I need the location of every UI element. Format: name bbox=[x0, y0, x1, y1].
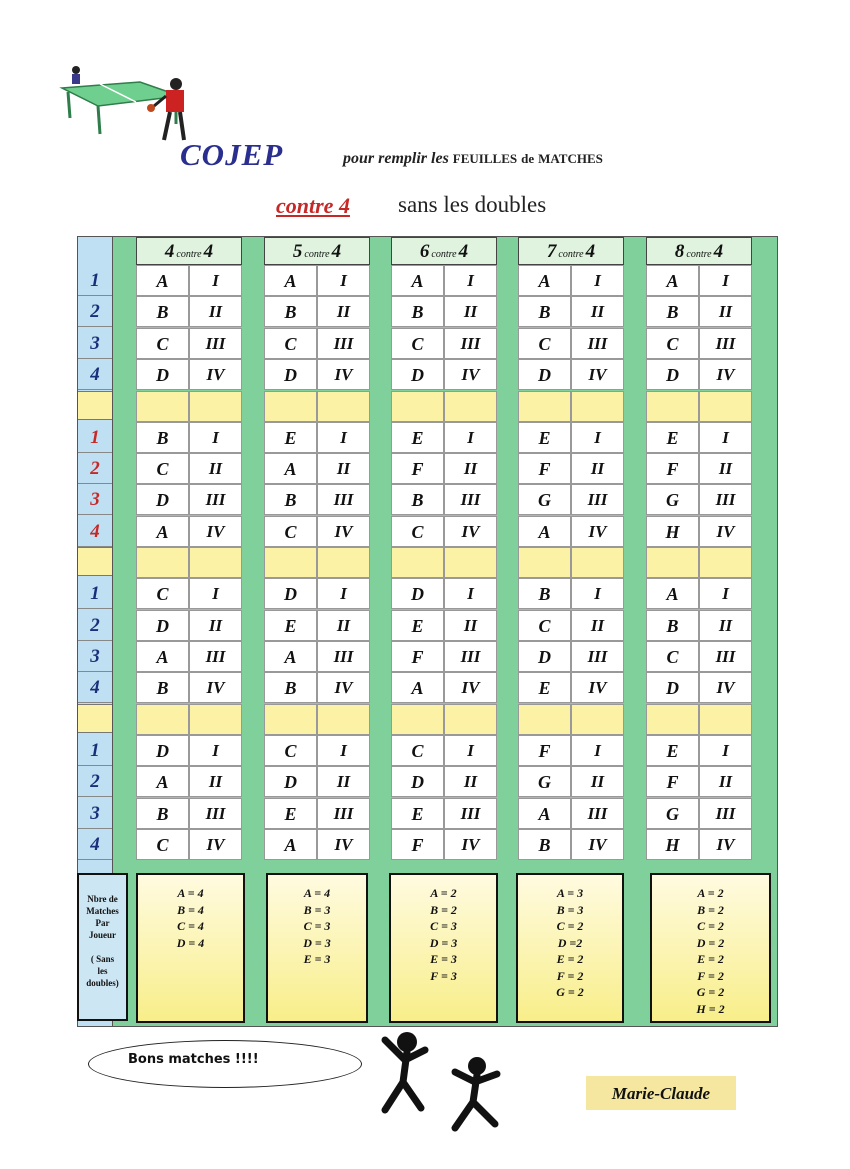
player-letter-cell: B bbox=[518, 578, 571, 609]
group-header bbox=[391, 237, 497, 265]
player-count-line: E = 3 bbox=[430, 952, 457, 966]
player-roman-cell: III bbox=[189, 328, 242, 359]
player-count-line: E = 2 bbox=[697, 952, 724, 966]
player-letter-cell: E bbox=[518, 672, 571, 703]
player-letter-cell: C bbox=[646, 328, 699, 359]
matches-per-player-label bbox=[77, 873, 128, 1021]
player-count-line: B = 3 bbox=[556, 902, 584, 917]
player-letter-cell: D bbox=[518, 359, 571, 390]
separator-cell bbox=[136, 391, 189, 422]
player-letter-cell: B bbox=[646, 610, 699, 641]
separator-cell bbox=[518, 547, 571, 578]
player-roman-cell: I bbox=[699, 265, 752, 296]
player-letter-cell: E bbox=[264, 798, 317, 829]
player-roman-cell: I bbox=[571, 422, 624, 453]
separator-cell bbox=[391, 704, 444, 735]
table-tennis-logo-icon bbox=[58, 62, 188, 152]
player-roman-cell: III bbox=[699, 641, 752, 672]
player-letter-cell: A bbox=[646, 578, 699, 609]
player-roman-cell: I bbox=[699, 578, 752, 609]
player-roman-cell: IV bbox=[189, 516, 242, 547]
player-letter-cell: C bbox=[136, 578, 189, 609]
separator-cell bbox=[136, 704, 189, 735]
player-letter-cell: B bbox=[136, 798, 189, 829]
row-number: 3 bbox=[78, 641, 112, 672]
player-letter-cell: C bbox=[518, 610, 571, 641]
player-roman-cell: IV bbox=[444, 672, 497, 703]
player-letter-cell: E bbox=[646, 735, 699, 766]
player-roman-cell: III bbox=[317, 641, 370, 672]
player-letter-cell: A bbox=[391, 265, 444, 296]
subtitle-de: de bbox=[521, 151, 535, 166]
player-letter-cell: A bbox=[264, 641, 317, 672]
player-roman-cell: I bbox=[444, 265, 497, 296]
player-roman-cell: III bbox=[317, 328, 370, 359]
player-roman-cell: I bbox=[444, 735, 497, 766]
player-count-line: B = 2 bbox=[430, 902, 457, 917]
count-label-line bbox=[79, 941, 126, 953]
player-count-box bbox=[266, 873, 368, 1023]
player-roman-cell: IV bbox=[444, 829, 497, 860]
separator-cell bbox=[189, 547, 242, 578]
dancing-figures-icon bbox=[355, 1020, 525, 1140]
player-letter-cell: C bbox=[518, 328, 571, 359]
row-number: 3 bbox=[78, 484, 112, 515]
separator-cell bbox=[189, 704, 242, 735]
player-letter-cell: D bbox=[264, 766, 317, 797]
player-letter-cell: E bbox=[391, 798, 444, 829]
subtitle-caps: FEUILLES bbox=[452, 151, 518, 166]
player-letter-cell: D bbox=[136, 610, 189, 641]
player-letter-cell: A bbox=[136, 766, 189, 797]
separator-cell bbox=[571, 391, 624, 422]
row-number: 1 bbox=[78, 578, 112, 609]
separator-cell bbox=[646, 547, 699, 578]
player-letter-cell: C bbox=[264, 328, 317, 359]
player-roman-cell: II bbox=[444, 296, 497, 327]
player-roman-cell: I bbox=[571, 735, 624, 766]
player-roman-cell: IV bbox=[317, 359, 370, 390]
player-roman-cell: II bbox=[444, 610, 497, 641]
player-count-line: H = 2 bbox=[696, 1001, 725, 1016]
player-letter-cell: B bbox=[646, 296, 699, 327]
player-letter-cell: G bbox=[518, 766, 571, 797]
player-letter-cell: B bbox=[264, 484, 317, 515]
player-count-line: F = 2 bbox=[556, 968, 584, 983]
player-letter-cell: H bbox=[646, 516, 699, 547]
player-letter-cell: A bbox=[264, 265, 317, 296]
separator-cell bbox=[518, 391, 571, 422]
player-roman-cell: IV bbox=[444, 359, 497, 390]
speech-bubble-text: Bons matches !!!! bbox=[128, 1052, 259, 1067]
group-header-n: 8 bbox=[674, 241, 685, 262]
separator-cell bbox=[391, 547, 444, 578]
player-count-line: A = 4 bbox=[303, 886, 331, 900]
player-letter-cell: E bbox=[391, 610, 444, 641]
page-subtitle bbox=[343, 150, 603, 168]
player-count-line: A = 2 bbox=[430, 886, 457, 900]
group-header bbox=[518, 237, 624, 265]
player-letter-cell: F bbox=[391, 829, 444, 860]
player-letter-cell: C bbox=[264, 516, 317, 547]
separator-cell bbox=[264, 704, 317, 735]
separator-cell bbox=[444, 704, 497, 735]
player-roman-cell: IV bbox=[189, 829, 242, 860]
separator-cell bbox=[646, 704, 699, 735]
player-count-line: F = 2 bbox=[697, 968, 724, 983]
player-roman-cell: II bbox=[189, 453, 242, 484]
player-count-line: D =2 bbox=[557, 935, 583, 950]
player-letter-cell: D bbox=[518, 641, 571, 672]
player-count-line: C = 3 bbox=[303, 919, 331, 933]
player-roman-cell: III bbox=[189, 641, 242, 672]
player-letter-cell: B bbox=[391, 484, 444, 515]
player-roman-cell: II bbox=[317, 610, 370, 641]
group-header-m: 4 bbox=[458, 241, 469, 262]
player-letter-cell: B bbox=[264, 672, 317, 703]
separator-cell bbox=[189, 391, 242, 422]
player-roman-cell: IV bbox=[571, 829, 624, 860]
player-count-line: D = 2 bbox=[696, 935, 725, 950]
player-roman-cell: III bbox=[444, 328, 497, 359]
player-letter-cell: B bbox=[136, 422, 189, 453]
player-letter-cell: C bbox=[264, 735, 317, 766]
player-letter-cell: H bbox=[646, 829, 699, 860]
player-letter-cell: A bbox=[646, 265, 699, 296]
player-roman-cell: II bbox=[571, 766, 624, 797]
player-count-box bbox=[389, 873, 498, 1023]
player-roman-cell: III bbox=[571, 484, 624, 515]
player-count-line: C = 2 bbox=[697, 919, 724, 933]
group-header-m: 4 bbox=[203, 241, 214, 262]
player-roman-cell: II bbox=[699, 766, 752, 797]
player-letter-cell: C bbox=[391, 735, 444, 766]
player-count-box bbox=[516, 873, 624, 1023]
subtitle-main: pour remplir les bbox=[343, 150, 449, 167]
player-count-line: B = 4 bbox=[177, 902, 204, 917]
group-header-n: 7 bbox=[546, 241, 557, 262]
player-letter-cell: F bbox=[518, 453, 571, 484]
row-number: 2 bbox=[78, 453, 112, 484]
player-count-line: F = 3 bbox=[430, 968, 457, 983]
player-letter-cell: F bbox=[646, 766, 699, 797]
player-letter-cell: C bbox=[136, 328, 189, 359]
player-roman-cell: II bbox=[444, 766, 497, 797]
player-roman-cell: III bbox=[317, 798, 370, 829]
player-roman-cell: III bbox=[317, 484, 370, 515]
player-letter-cell: D bbox=[391, 359, 444, 390]
player-roman-cell: II bbox=[699, 296, 752, 327]
group-header-n: 5 bbox=[292, 241, 303, 262]
player-letter-cell: D bbox=[391, 766, 444, 797]
player-letter-cell: E bbox=[264, 422, 317, 453]
player-roman-cell: IV bbox=[699, 359, 752, 390]
player-roman-cell: IV bbox=[699, 829, 752, 860]
player-count-line: G = 2 bbox=[696, 985, 725, 999]
separator-cell bbox=[317, 391, 370, 422]
row-number: 2 bbox=[78, 766, 112, 797]
row-number: 4 bbox=[78, 359, 112, 390]
count-label-line: doubles) bbox=[86, 978, 119, 988]
player-roman-cell: I bbox=[189, 735, 242, 766]
count-label-line: Joueur bbox=[89, 930, 116, 940]
separator-cell bbox=[444, 547, 497, 578]
player-count-line: D = 3 bbox=[429, 935, 458, 950]
row-separator bbox=[78, 704, 112, 733]
player-letter-cell: E bbox=[646, 422, 699, 453]
separator-cell bbox=[518, 704, 571, 735]
player-roman-cell: II bbox=[189, 610, 242, 641]
player-letter-cell: D bbox=[136, 359, 189, 390]
group-header-contre: contre bbox=[431, 249, 457, 260]
subtitle-end: MATCHES bbox=[538, 151, 603, 166]
player-roman-cell: III bbox=[699, 484, 752, 515]
group-header-contre: contre bbox=[176, 249, 202, 260]
player-letter-cell: D bbox=[646, 672, 699, 703]
player-letter-cell: A bbox=[136, 265, 189, 296]
player-letter-cell: F bbox=[518, 735, 571, 766]
player-letter-cell: A bbox=[264, 829, 317, 860]
group-header-contre: contre bbox=[304, 249, 330, 260]
player-letter-cell: B bbox=[518, 829, 571, 860]
separator-cell bbox=[444, 391, 497, 422]
player-count-line: E = 3 bbox=[303, 952, 331, 966]
player-roman-cell: III bbox=[571, 641, 624, 672]
separator-cell bbox=[391, 391, 444, 422]
player-roman-cell: IV bbox=[444, 516, 497, 547]
player-letter-cell: D bbox=[136, 735, 189, 766]
player-letter-cell: B bbox=[391, 296, 444, 327]
player-letter-cell: D bbox=[136, 484, 189, 515]
player-count-line: G = 2 bbox=[556, 985, 584, 999]
row-number: 3 bbox=[78, 328, 112, 359]
player-count-line: E = 2 bbox=[556, 952, 584, 966]
player-count-box bbox=[650, 873, 771, 1023]
player-letter-cell: G bbox=[646, 798, 699, 829]
player-letter-cell: C bbox=[391, 328, 444, 359]
row-number: 1 bbox=[78, 265, 112, 296]
player-letter-cell: E bbox=[264, 610, 317, 641]
player-roman-cell: I bbox=[571, 265, 624, 296]
separator-cell bbox=[699, 547, 752, 578]
player-roman-cell: III bbox=[444, 798, 497, 829]
player-letter-cell: C bbox=[391, 516, 444, 547]
player-letter-cell: F bbox=[391, 453, 444, 484]
separator-cell bbox=[571, 704, 624, 735]
player-letter-cell: A bbox=[136, 516, 189, 547]
group-header bbox=[264, 237, 370, 265]
player-roman-cell: I bbox=[189, 578, 242, 609]
player-count-line: D = 4 bbox=[176, 935, 205, 950]
player-letter-cell: B bbox=[518, 296, 571, 327]
separator-cell bbox=[571, 547, 624, 578]
player-roman-cell: I bbox=[317, 265, 370, 296]
row-separator bbox=[78, 391, 112, 420]
player-roman-cell: III bbox=[571, 798, 624, 829]
player-roman-cell: II bbox=[571, 296, 624, 327]
player-letter-cell: B bbox=[136, 672, 189, 703]
row-number: 2 bbox=[78, 296, 112, 327]
count-label-line: Nbre de bbox=[87, 894, 118, 904]
player-letter-cell: D bbox=[391, 578, 444, 609]
player-roman-cell: IV bbox=[189, 359, 242, 390]
player-roman-cell: I bbox=[444, 578, 497, 609]
row-number: 4 bbox=[78, 829, 112, 860]
contre-heading: contre 4 bbox=[276, 193, 350, 218]
player-letter-cell: G bbox=[646, 484, 699, 515]
count-label-line: Matches bbox=[86, 906, 119, 916]
player-letter-cell: A bbox=[518, 265, 571, 296]
player-roman-cell: III bbox=[444, 641, 497, 672]
row-number: 3 bbox=[78, 798, 112, 829]
separator-cell bbox=[699, 391, 752, 422]
player-count-line: B = 2 bbox=[697, 902, 724, 917]
signature: Marie-Claude bbox=[611, 1084, 711, 1103]
brand-title: COJEP bbox=[180, 137, 284, 172]
player-letter-cell: E bbox=[391, 422, 444, 453]
player-roman-cell: I bbox=[189, 265, 242, 296]
count-label-line: Par bbox=[95, 918, 110, 928]
player-roman-cell: IV bbox=[189, 672, 242, 703]
player-roman-cell: I bbox=[317, 422, 370, 453]
player-roman-cell: IV bbox=[699, 672, 752, 703]
group-header-m: 4 bbox=[331, 241, 342, 262]
player-letter-cell: C bbox=[646, 641, 699, 672]
group-header bbox=[646, 237, 752, 265]
player-letter-cell: B bbox=[264, 296, 317, 327]
player-letter-cell: F bbox=[391, 641, 444, 672]
player-letter-cell: G bbox=[518, 484, 571, 515]
player-roman-cell: II bbox=[317, 296, 370, 327]
player-roman-cell: IV bbox=[571, 516, 624, 547]
player-letter-cell: B bbox=[136, 296, 189, 327]
player-roman-cell: I bbox=[189, 422, 242, 453]
sans-doubles-heading: sans les doubles bbox=[398, 192, 547, 217]
player-roman-cell: IV bbox=[317, 516, 370, 547]
row-number: 1 bbox=[78, 735, 112, 766]
player-roman-cell: III bbox=[189, 484, 242, 515]
player-letter-cell: C bbox=[136, 453, 189, 484]
player-letter-cell: A bbox=[264, 453, 317, 484]
player-letter-cell: A bbox=[518, 798, 571, 829]
player-roman-cell: I bbox=[444, 422, 497, 453]
row-number: 2 bbox=[78, 610, 112, 641]
separator-cell bbox=[317, 547, 370, 578]
group-header-m: 4 bbox=[585, 241, 596, 262]
player-roman-cell: IV bbox=[699, 516, 752, 547]
player-letter-cell: E bbox=[518, 422, 571, 453]
player-roman-cell: I bbox=[699, 422, 752, 453]
separator-cell bbox=[646, 391, 699, 422]
player-letter-cell: D bbox=[264, 359, 317, 390]
group-header-contre: contre bbox=[686, 249, 712, 260]
player-count-line: A = 3 bbox=[556, 886, 584, 900]
player-roman-cell: II bbox=[571, 453, 624, 484]
player-count-line: C = 3 bbox=[430, 919, 457, 933]
player-roman-cell: I bbox=[317, 578, 370, 609]
count-label-line: ( Sans bbox=[90, 954, 115, 964]
player-roman-cell: IV bbox=[571, 359, 624, 390]
player-roman-cell: II bbox=[317, 766, 370, 797]
group-header-n: 6 bbox=[419, 241, 430, 262]
player-roman-cell: IV bbox=[571, 672, 624, 703]
player-count-line: C = 4 bbox=[177, 919, 204, 933]
separator-cell bbox=[264, 391, 317, 422]
player-roman-cell: II bbox=[571, 610, 624, 641]
player-roman-cell: II bbox=[699, 453, 752, 484]
group-header-n: 4 bbox=[164, 241, 175, 262]
player-roman-cell: III bbox=[699, 798, 752, 829]
player-roman-cell: II bbox=[317, 453, 370, 484]
player-roman-cell: III bbox=[444, 484, 497, 515]
player-roman-cell: III bbox=[189, 798, 242, 829]
player-roman-cell: I bbox=[699, 735, 752, 766]
row-number: 1 bbox=[78, 422, 112, 453]
separator-cell bbox=[264, 547, 317, 578]
player-letter-cell: D bbox=[264, 578, 317, 609]
player-roman-cell: IV bbox=[317, 829, 370, 860]
separator-cell bbox=[136, 547, 189, 578]
row-number: 4 bbox=[78, 516, 112, 547]
player-letter-cell: A bbox=[518, 516, 571, 547]
player-letter-cell: A bbox=[136, 641, 189, 672]
group-header-contre: contre bbox=[558, 249, 584, 260]
group-header-m: 4 bbox=[713, 241, 724, 262]
row-number: 4 bbox=[78, 672, 112, 703]
player-count-box bbox=[136, 873, 245, 1023]
player-roman-cell: II bbox=[699, 610, 752, 641]
player-roman-cell: II bbox=[189, 766, 242, 797]
player-letter-cell: A bbox=[391, 672, 444, 703]
player-roman-cell: II bbox=[444, 453, 497, 484]
player-roman-cell: III bbox=[571, 328, 624, 359]
player-count-line: A = 2 bbox=[697, 886, 724, 900]
player-roman-cell: III bbox=[699, 328, 752, 359]
player-count-line: B = 3 bbox=[303, 902, 331, 917]
player-letter-cell: D bbox=[646, 359, 699, 390]
group-header bbox=[136, 237, 242, 265]
player-roman-cell: I bbox=[317, 735, 370, 766]
player-count-line: C = 2 bbox=[556, 919, 584, 933]
player-roman-cell: I bbox=[571, 578, 624, 609]
separator-cell bbox=[317, 704, 370, 735]
player-letter-cell: F bbox=[646, 453, 699, 484]
player-roman-cell: IV bbox=[317, 672, 370, 703]
count-label-line: les bbox=[97, 966, 108, 976]
separator-cell bbox=[699, 704, 752, 735]
player-count-line: D = 3 bbox=[303, 935, 331, 950]
player-roman-cell: II bbox=[189, 296, 242, 327]
row-separator bbox=[78, 547, 112, 576]
player-count-line: A = 4 bbox=[177, 886, 204, 900]
player-letter-cell: C bbox=[136, 829, 189, 860]
